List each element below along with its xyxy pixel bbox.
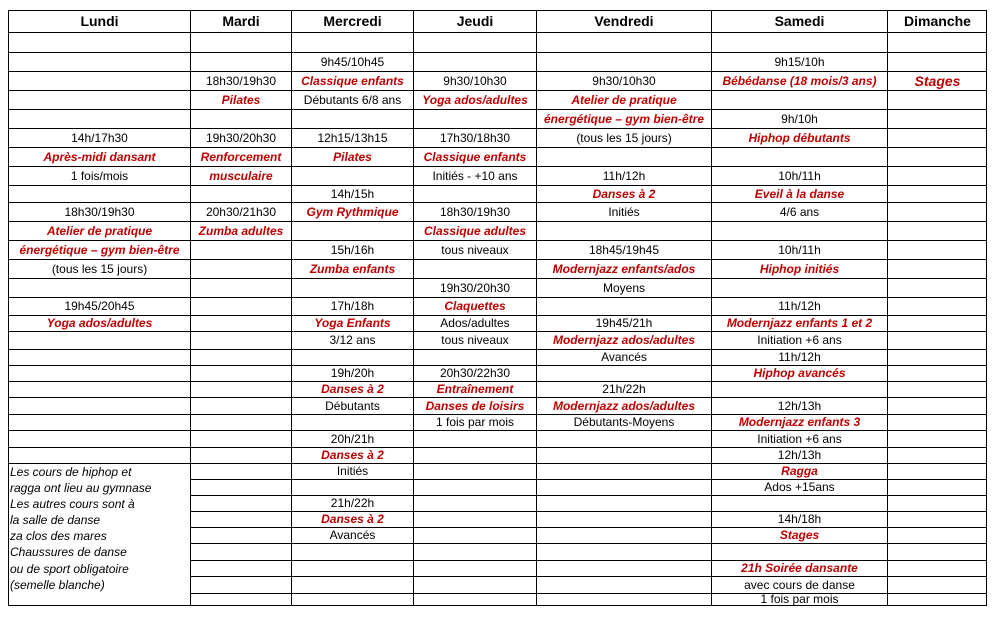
cell-lundi: ragga ont lieu au gymnase (9, 480, 191, 496)
cell-lundi: 1 fois/mois (9, 167, 191, 186)
cell-jeudi: tous niveaux (414, 332, 537, 350)
cell-samedi (712, 382, 888, 398)
cell-jeudi: Entraînement (414, 382, 537, 398)
cell-dimanche (888, 148, 987, 167)
cell-dimanche (888, 464, 987, 480)
cell-vendredi: Moyens (537, 279, 712, 298)
header-lundi: Lundi (9, 11, 191, 33)
cell-jeudi (414, 431, 537, 448)
cell-jeudi: Danses de loisirs (414, 398, 537, 415)
cell-lundi: (tous les 15 jours) (9, 260, 191, 279)
cell-mardi: musculaire (191, 167, 292, 186)
cell-dimanche (888, 366, 987, 382)
cell-samedi: 12h/13h (712, 448, 888, 464)
header-mardi: Mardi (191, 11, 292, 33)
cell-jeudi (414, 561, 537, 577)
cell-mercredi: Pilates (292, 148, 414, 167)
cell-mercredi: 14h/15h (292, 186, 414, 203)
cell-mardi (191, 53, 292, 72)
cell-vendredi (537, 431, 712, 448)
cell-dimanche (888, 316, 987, 332)
cell-dimanche (888, 167, 987, 186)
cell-mercredi: 21h/22h (292, 496, 414, 512)
cell-mercredi: 20h/21h (292, 431, 414, 448)
cell-lundi: Atelier de pratique (9, 222, 191, 241)
cell-dimanche (888, 298, 987, 316)
cell-samedi: 10h/11h (712, 241, 888, 260)
cell-jeudi: Classique enfants (414, 148, 537, 167)
cell-dimanche (888, 544, 987, 561)
cell-mercredi (292, 167, 414, 186)
cell-lundi (9, 279, 191, 298)
cell-mardi (191, 241, 292, 260)
cell-lundi (9, 350, 191, 366)
cell-mercredi (292, 415, 414, 431)
cell-samedi: 9h15/10h (712, 53, 888, 72)
cell-vendredi: Modernjazz ados/adultes (537, 332, 712, 350)
cell-jeudi (414, 577, 537, 594)
cell-dimanche (888, 512, 987, 528)
cell-lundi: za clos des mares (9, 528, 191, 544)
cell-jeudi: 19h30/20h30 (414, 279, 537, 298)
cell-dimanche (888, 577, 987, 594)
cell-mardi: 20h30/21h30 (191, 203, 292, 222)
cell-mercredi (292, 594, 414, 605)
cell-dimanche (888, 203, 987, 222)
cell-mardi: Zumba adultes (191, 222, 292, 241)
cell-vendredi: Modernjazz enfants/ados (537, 260, 712, 279)
cell-vendredi (537, 544, 712, 561)
cell-jeudi: Classique adultes (414, 222, 537, 241)
cell-samedi: Ados +15ans (712, 480, 888, 496)
cell-vendredi: Avancés (537, 350, 712, 366)
cell-vendredi: 19h45/21h (537, 316, 712, 332)
cell-samedi: Ragga (712, 464, 888, 480)
cell-samedi: Hiphop avancés (712, 366, 888, 382)
cell-mercredi (292, 222, 414, 241)
cell-mercredi: Débutants (292, 398, 414, 415)
cell-mercredi: Initiés (292, 464, 414, 480)
cell-dimanche (888, 415, 987, 431)
cell-lundi (9, 594, 191, 605)
cell-mercredi (292, 279, 414, 298)
cell-mercredi: 19h/20h (292, 366, 414, 382)
cell-mercredi: Danses à 2 (292, 382, 414, 398)
cell-samedi: Modernjazz enfants 3 (712, 415, 888, 431)
cell-lundi: 18h30/19h30 (9, 203, 191, 222)
cell-mercredi: Zumba enfants (292, 260, 414, 279)
cell-samedi: Stages (712, 528, 888, 544)
cell-mercredi: Classique enfants (292, 72, 414, 91)
cell-mercredi (292, 350, 414, 366)
cell-dimanche (888, 33, 987, 53)
cell-mercredi: Danses à 2 (292, 512, 414, 528)
cell-mercredi (292, 110, 414, 129)
header-samedi: Samedi (712, 11, 888, 33)
cell-samedi: Eveil à la danse (712, 186, 888, 203)
cell-vendredi: 18h45/19h45 (537, 241, 712, 260)
cell-lundi (9, 398, 191, 415)
cell-dimanche (888, 186, 987, 203)
cell-dimanche (888, 431, 987, 448)
cell-samedi: Hiphop initiés (712, 260, 888, 279)
cell-jeudi: 1 fois par mois (414, 415, 537, 431)
cell-samedi: avec cours de danse (712, 577, 888, 594)
cell-jeudi (414, 260, 537, 279)
cell-mardi: Renforcement (191, 148, 292, 167)
cell-vendredi (537, 53, 712, 72)
cell-mardi (191, 512, 292, 528)
cell-dimanche (888, 382, 987, 398)
cell-lundi: 19h45/20h45 (9, 298, 191, 316)
cell-mardi (191, 561, 292, 577)
cell-mercredi: Danses à 2 (292, 448, 414, 464)
cell-vendredi (537, 480, 712, 496)
weekly-schedule-table (8, 10, 987, 606)
cell-vendredi (537, 512, 712, 528)
cell-vendredi (537, 496, 712, 512)
cell-samedi: 11h/12h (712, 350, 888, 366)
cell-samedi: Bébédanse (18 mois/3 ans) (712, 72, 888, 91)
cell-jeudi (414, 350, 537, 366)
cell-dimanche (888, 496, 987, 512)
cell-dimanche (888, 53, 987, 72)
cell-jeudi: Yoga ados/adultes (414, 91, 537, 110)
cell-mercredi (292, 577, 414, 594)
cell-mardi (191, 382, 292, 398)
cell-vendredi: Initiés (537, 203, 712, 222)
cell-jeudi (414, 496, 537, 512)
cell-dimanche (888, 480, 987, 496)
cell-jeudi (414, 512, 537, 528)
cell-vendredi: 9h30/10h30 (537, 72, 712, 91)
cell-samedi (712, 279, 888, 298)
cell-lundi: Les autres cours sont à (9, 496, 191, 512)
cell-jeudi (414, 594, 537, 605)
cell-jeudi (414, 464, 537, 480)
cell-jeudi (414, 186, 537, 203)
cell-samedi (712, 496, 888, 512)
cell-mercredi: 12h15/13h15 (292, 129, 414, 148)
cell-samedi: 11h/12h (712, 298, 888, 316)
cell-vendredi (537, 528, 712, 544)
cell-lundi (9, 186, 191, 203)
cell-mardi (191, 316, 292, 332)
cell-lundi (9, 366, 191, 382)
cell-vendredi: (tous les 15 jours) (537, 129, 712, 148)
cell-mardi (191, 110, 292, 129)
cell-dimanche (888, 260, 987, 279)
cell-mardi (191, 496, 292, 512)
cell-jeudi: 20h30/22h30 (414, 366, 537, 382)
header-jeudi: Jeudi (414, 11, 537, 33)
cell-vendredi (537, 561, 712, 577)
cell-mercredi: 17h/18h (292, 298, 414, 316)
cell-jeudi (414, 528, 537, 544)
cell-mardi (191, 480, 292, 496)
cell-mardi (191, 186, 292, 203)
cell-mardi (191, 528, 292, 544)
cell-samedi (712, 91, 888, 110)
cell-mardi (191, 544, 292, 561)
cell-lundi (9, 72, 191, 91)
cell-mardi (191, 448, 292, 464)
cell-vendredi (537, 464, 712, 480)
cell-samedi: 4/6 ans (712, 203, 888, 222)
cell-mardi: Pilates (191, 91, 292, 110)
cell-dimanche (888, 528, 987, 544)
cell-dimanche (888, 350, 987, 366)
cell-mercredi: 15h/16h (292, 241, 414, 260)
cell-dimanche (888, 110, 987, 129)
cell-jeudi: Initiés - +10 ans (414, 167, 537, 186)
cell-dimanche (888, 561, 987, 577)
cell-lundi (9, 332, 191, 350)
cell-samedi (712, 544, 888, 561)
cell-jeudi (414, 480, 537, 496)
cell-samedi: Initiation +6 ans (712, 431, 888, 448)
cell-mercredi: Débutants 6/8 ans (292, 91, 414, 110)
cell-mardi (191, 350, 292, 366)
cell-lundi (9, 382, 191, 398)
header-vendredi: Vendredi (537, 11, 712, 33)
cell-jeudi: Claquettes (414, 298, 537, 316)
cell-dimanche: Stages (888, 72, 987, 91)
header-mercredi: Mercredi (292, 11, 414, 33)
cell-dimanche (888, 222, 987, 241)
cell-vendredi: Modernjazz ados/adultes (537, 398, 712, 415)
cell-jeudi (414, 110, 537, 129)
cell-samedi (712, 148, 888, 167)
cell-vendredi: Atelier de pratique (537, 91, 712, 110)
cell-mercredi: 9h45/10h45 (292, 53, 414, 72)
cell-dimanche (888, 279, 987, 298)
cell-lundi: 14h/17h30 (9, 129, 191, 148)
cell-lundi (9, 53, 191, 72)
cell-jeudi: Ados/adultes (414, 316, 537, 332)
cell-lundi: Chaussures de danse (9, 544, 191, 561)
cell-vendredi: Débutants-Moyens (537, 415, 712, 431)
cell-mardi: 18h30/19h30 (191, 72, 292, 91)
cell-samedi: 9h/10h (712, 110, 888, 129)
cell-course: Soirée dansante (765, 561, 858, 575)
cell-dimanche (888, 332, 987, 350)
cell-jeudi: 17h30/18h30 (414, 129, 537, 148)
cell-mardi: 19h30/20h30 (191, 129, 292, 148)
cell-jeudi (414, 53, 537, 72)
cell-samedi: Hiphop débutants (712, 129, 888, 148)
cell-mercredi: Avancés (292, 528, 414, 544)
cell-vendredi (537, 298, 712, 316)
cell-lundi (9, 91, 191, 110)
cell-mardi (191, 33, 292, 53)
cell-lundi: Après-midi dansant (9, 148, 191, 167)
cell-samedi: 1 fois par mois (712, 594, 888, 605)
cell-vendredi: 11h/12h (537, 167, 712, 186)
cell-lundi: la salle de danse (9, 512, 191, 528)
cell-vendredi (537, 594, 712, 605)
cell-dimanche (888, 129, 987, 148)
cell-dimanche (888, 448, 987, 464)
cell-samedi: 14h/18h (712, 512, 888, 528)
cell-mardi (191, 594, 292, 605)
cell-dimanche (888, 594, 987, 605)
cell-dimanche (888, 398, 987, 415)
cell-samedi (712, 33, 888, 53)
cell-mardi (191, 431, 292, 448)
cell-jeudi (414, 544, 537, 561)
cell-vendredi: Danses à 2 (537, 186, 712, 203)
cell-dimanche (888, 241, 987, 260)
cell-jeudi (414, 448, 537, 464)
cell-mercredi (292, 544, 414, 561)
cell-lundi: ou de sport obligatoire (9, 561, 191, 577)
cell-lundi (9, 431, 191, 448)
cell-lundi: Yoga ados/adultes (9, 316, 191, 332)
cell-jeudi (414, 33, 537, 53)
cell-mardi (191, 260, 292, 279)
cell-mercredi (292, 33, 414, 53)
cell-mardi (191, 464, 292, 480)
header-dimanche: Dimanche (888, 11, 987, 33)
cell-mercredi (292, 561, 414, 577)
cell-mardi (191, 415, 292, 431)
cell-samedi (712, 561, 888, 577)
cell-mardi (191, 366, 292, 382)
cell-lundi (9, 110, 191, 129)
cell-lundi (9, 415, 191, 431)
cell-vendredi: énergétique – gym bien-être (537, 110, 712, 129)
cell-samedi (712, 222, 888, 241)
cell-time: 21h (741, 561, 766, 575)
cell-lundi: (semelle blanche) (9, 577, 191, 594)
cell-samedi: Modernjazz enfants 1 et 2 (712, 316, 888, 332)
cell-lundi (9, 33, 191, 53)
cell-lundi: énergétique – gym bien-être (9, 241, 191, 260)
cell-jeudi: 9h30/10h30 (414, 72, 537, 91)
cell-mercredi: Yoga Enfants (292, 316, 414, 332)
cell-mardi (191, 279, 292, 298)
cell-vendredi (537, 448, 712, 464)
cell-mercredi: Gym Rythmique (292, 203, 414, 222)
cell-vendredi: 21h/22h (537, 382, 712, 398)
cell-mardi (191, 332, 292, 350)
cell-samedi: 12h/13h (712, 398, 888, 415)
cell-mardi (191, 298, 292, 316)
cell-jeudi: 18h30/19h30 (414, 203, 537, 222)
cell-mercredi: 3/12 ans (292, 332, 414, 350)
cell-samedi: Initiation +6 ans (712, 332, 888, 350)
cell-vendredi (537, 148, 712, 167)
cell-lundi (9, 448, 191, 464)
cell-vendredi (537, 577, 712, 594)
cell-mardi (191, 398, 292, 415)
cell-vendredi (537, 366, 712, 382)
cell-vendredi (537, 33, 712, 53)
cell-jeudi: tous niveaux (414, 241, 537, 260)
cell-mercredi (292, 480, 414, 496)
cell-mardi (191, 577, 292, 594)
cell-lundi: Les cours de hiphop et (9, 464, 191, 480)
cell-dimanche (888, 91, 987, 110)
cell-vendredi (537, 222, 712, 241)
cell-samedi: 10h/11h (712, 167, 888, 186)
